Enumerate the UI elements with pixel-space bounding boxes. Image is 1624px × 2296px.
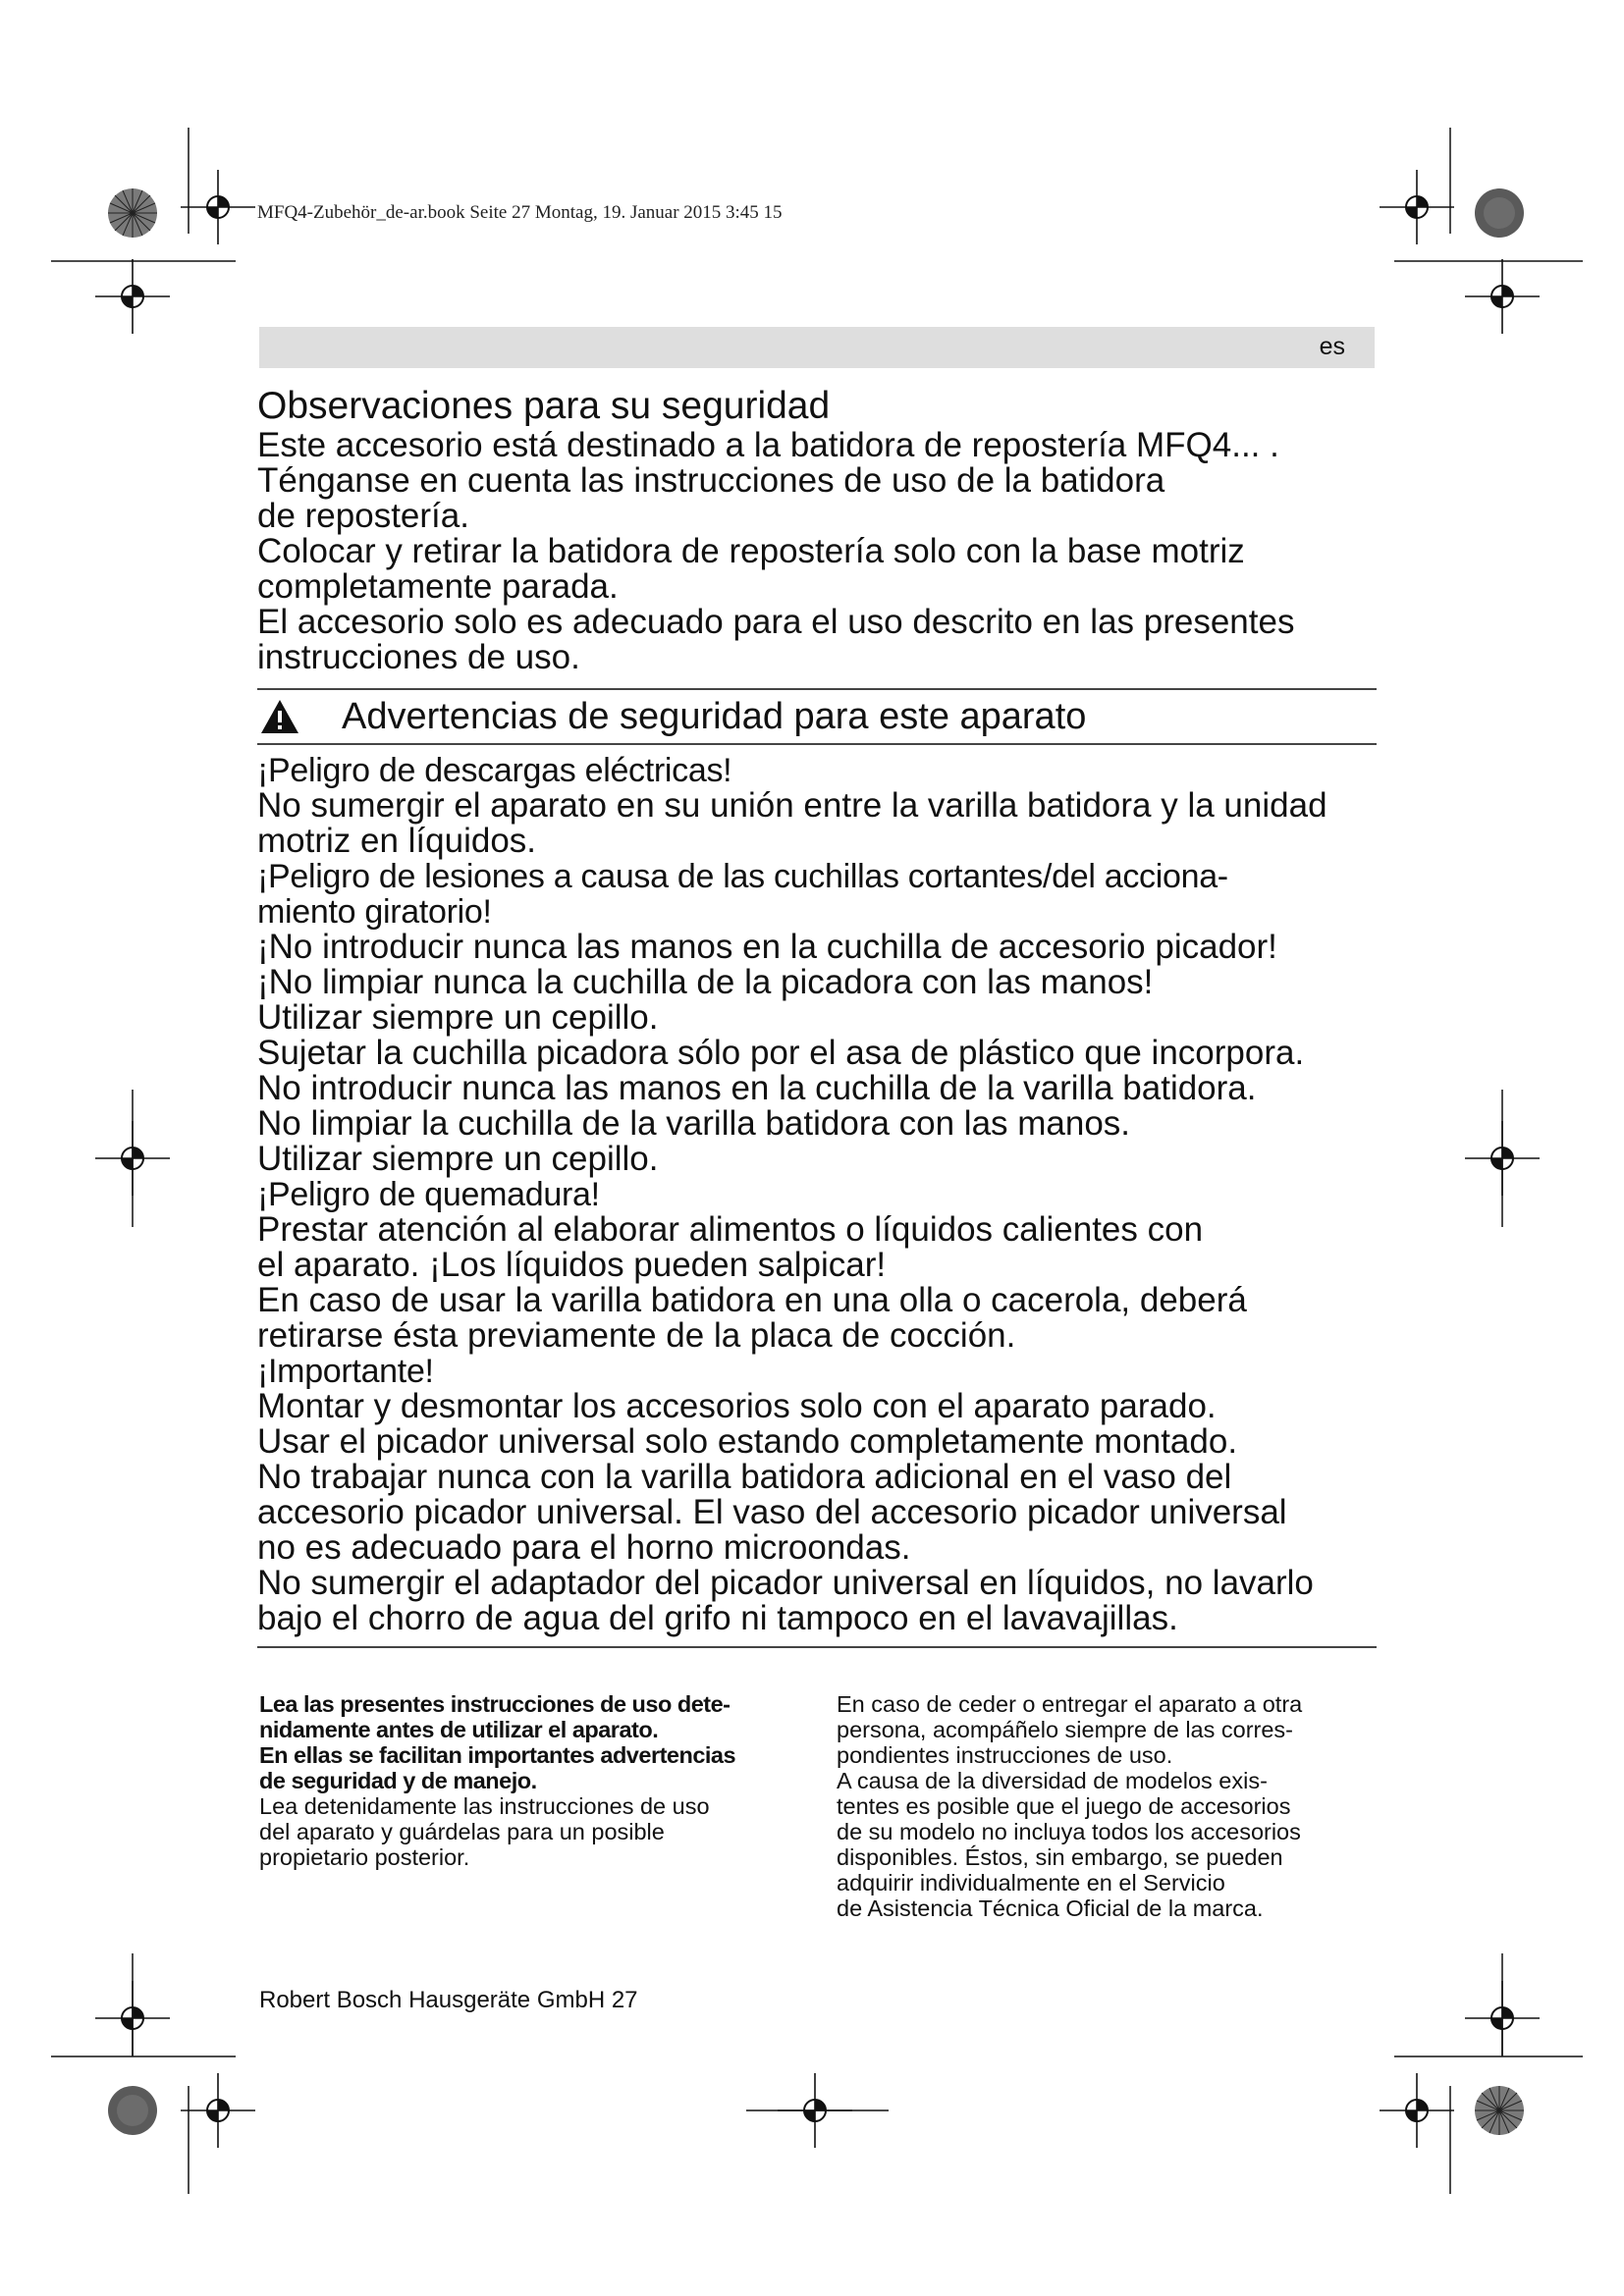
warning-subheading: miento giratorio! (257, 893, 492, 931)
right-column-line: de Asistencia Técnica Oficial de la marca. (837, 1896, 1264, 1921)
dark-target-icon (1475, 188, 1524, 238)
intro-line: instrucciones de uso. (257, 638, 580, 676)
warning-line: Sujetar la cuchilla picadora sólo por el asa de plástico que incorpora. (257, 1034, 1305, 1072)
warning-line: Utilizar siempre un cepillo. (257, 998, 659, 1037)
registration-mark-icon (1380, 170, 1454, 244)
warning-text (257, 753, 1377, 1636)
warning-subheading: ¡Peligro de descargas eléctricas! (257, 752, 732, 789)
right-column (837, 1691, 1386, 1921)
warning-subheading: ¡Peligro de lesiones a causa de las cuchillas cortantes/del acciona- (257, 858, 1228, 895)
left-column-line: del aparato y guárdelas para un posible (259, 1819, 665, 1844)
left-column (259, 1691, 809, 1870)
warning-line: Utilizar siempre un cepillo. (257, 1140, 659, 1178)
warning-triangle-icon (259, 697, 300, 736)
warning-line: ¡No limpiar nunca la cuchilla de la picadora con las manos! (257, 963, 1154, 1001)
divider (257, 1646, 1377, 1648)
left-column-line: Lea detenidamente las instrucciones de uso (259, 1793, 710, 1819)
print-header: MFQ4-Zubehör_de-ar.book Seite 27 Montag, 19. Januar 2015 3:45 15 (257, 202, 783, 223)
registration-mark-icon (1465, 259, 1540, 334)
right-column-line: pondientes instrucciones de uso. (837, 1742, 1173, 1768)
registration-mark-icon (181, 170, 255, 244)
language-band (259, 327, 1375, 368)
warning-line: accesorio picador universal. El vaso del accesorio picador universal (257, 1493, 1287, 1531)
warning-line: ¡No introducir nunca las manos en la cuchilla de accesorio picador! (257, 928, 1277, 966)
intro-line: Colocar y retirar la batidora de repostería solo con la base motriz (257, 532, 1245, 570)
right-column-line: de su modelo no incluya todos los accesorios (837, 1819, 1301, 1844)
right-column-line: adquirir individualmente en el Servicio (837, 1870, 1225, 1896)
warning-line: bajo el chorro de agua del grifo ni tampoco en el lavavajillas. (257, 1599, 1178, 1637)
intro-text (257, 428, 1377, 675)
dark-target-icon (108, 2086, 157, 2135)
warning-line: No sumergir el adaptador del picador universal en líquidos, no lavarlo (257, 1564, 1314, 1602)
warning-subheading: ¡Peligro de quemadura! (257, 1176, 600, 1213)
registration-mark-icon (181, 2073, 255, 2148)
star-target-icon (108, 188, 157, 238)
left-column-line: En ellas se facilitan importantes advertencias (259, 1742, 736, 1768)
warning-line: no es adecuado para el horno microondas. (257, 1528, 911, 1567)
intro-line: El accesorio solo es adecuado para el uso descrito en las presentes (257, 603, 1295, 641)
warning-heading: Advertencias de seguridad para este aparato (342, 695, 1087, 737)
intro-line: Ténganse en cuenta las instrucciones de uso de la batidora (257, 461, 1165, 500)
right-column-line: disponibles. Éstos, sin embargo, se pueden (837, 1844, 1283, 1870)
language-code: es (1319, 333, 1345, 360)
warning-line: No limpiar la cuchilla de la varilla batidora con las manos. (257, 1104, 1131, 1143)
warning-line: el aparato. ¡Los líquidos pueden salpicar! (257, 1246, 887, 1284)
warning-line: Montar y desmontar los accesorios solo con el aparato parado. (257, 1387, 1217, 1425)
warning-line: En caso de usar la varilla batidora en una olla o cacerola, deberá (257, 1281, 1247, 1319)
warning-line: retirarse ésta previamente de la placa de cocción. (257, 1316, 1016, 1355)
left-column-line: propietario posterior. (259, 1844, 470, 1870)
intro-line: completamente parada. (257, 567, 619, 606)
star-target-icon (1475, 2086, 1524, 2135)
warning-line: Prestar atención al elaborar alimentos o líquidos calientes con (257, 1210, 1204, 1249)
right-column-line: En caso de ceder o entregar el aparato a otra (837, 1691, 1303, 1717)
intro-line: Este accesorio está destinado a la batidora de repostería MFQ4... . (257, 426, 1279, 464)
intro-line: de repostería. (257, 497, 469, 535)
warning-line: motriz en líquidos. (257, 822, 537, 860)
warning-line: No trabajar nunca con la varilla batidora adicional en el vaso del (257, 1458, 1232, 1496)
warning-heading-row (257, 690, 1377, 743)
warning-line: No sumergir el aparato en su unión entre la varilla batidora y la unidad (257, 786, 1327, 825)
section-title: Observaciones para su seguridad (257, 385, 831, 427)
left-column-line: de seguridad y de manejo. (259, 1768, 537, 1793)
right-column-line: persona, acompáñelo siempre de las corres- (837, 1717, 1294, 1742)
left-column-line: Lea las presentes instrucciones de uso dete- (259, 1691, 731, 1717)
warning-subheading: ¡Importante! (257, 1353, 434, 1390)
main-content (257, 387, 1377, 1648)
divider (257, 743, 1377, 745)
right-column-line: A causa de la diversidad de modelos exis- (837, 1768, 1268, 1793)
warning-line: Usar el picador universal solo estando completamente montado. (257, 1422, 1238, 1461)
footer-text: Robert Bosch Hausgeräte GmbH 27 (259, 1987, 638, 2013)
right-column-line: tentes es posible que el juego de accesorios (837, 1793, 1291, 1819)
left-column-line: nidamente antes de utilizar el aparato. (259, 1717, 659, 1742)
registration-mark-icon (95, 259, 170, 334)
registration-mark-icon (1380, 2073, 1454, 2148)
warning-line: No introducir nunca las manos en la cuchilla de la varilla batidora. (257, 1069, 1257, 1107)
